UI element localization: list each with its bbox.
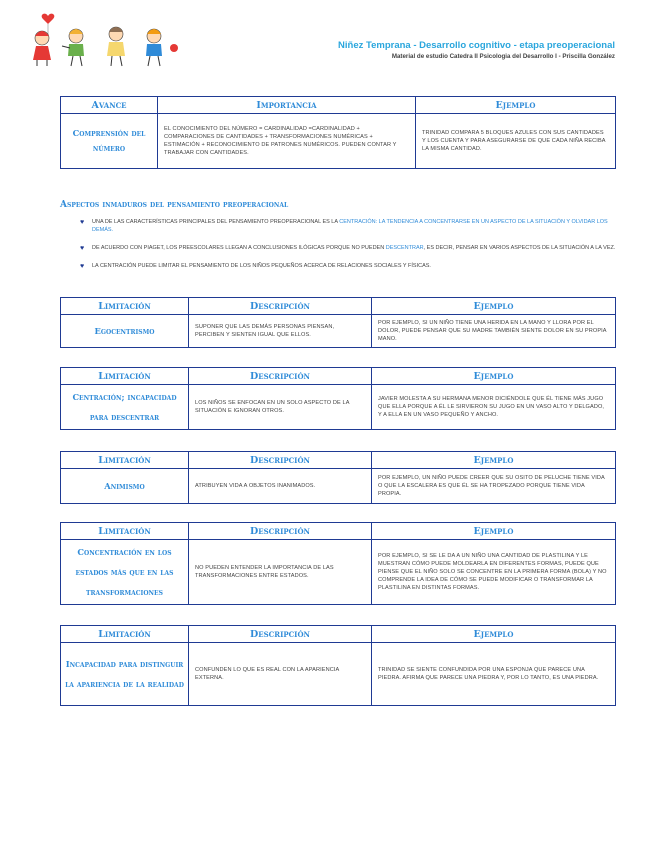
col-header-ejemplo: Ejemplo <box>416 97 616 114</box>
header-title: Niñez Temprana - Desarrollo cognitivo - etapa preoperacional <box>338 40 615 51</box>
limitation-name: Animismo <box>61 469 189 504</box>
list-item: ♥ UNA DE LAS CARACTERÍSTICAS PRINCIPALES DEL PENSAMIENTO PREOPERACIONAL ES LA CENTRACIÓN: LA TENDENCIA A CONCENTRARSE EN UN ASPECTO DE LA SITUACIÓN Y OLVIDAR LOS DEMÁS. <box>80 219 608 233</box>
importancia-cell: EL CONOCIMIENTO DEL NÚMERO = CARDINALIDAD =CARDINALIDAD + COMPARACIONES DE CANTIDADES + TRANSFORMACIONES NUMÉRICAS + ESTIMACIÓN + RECONOCIMIENTO DE PATRONES NUMÉRICOS. PUEDEN CONTAR Y TRABAJAR CON CANTIDADES. <box>158 114 416 169</box>
limitation-description: NO PUEDEN ENTENDER LA IMPORTANCIA DE LAS TRANSFORMACIONES ENTRE ESTADOS. <box>189 540 372 605</box>
heart-bullet-icon: ♥ <box>80 244 85 252</box>
limitation-name: Centración; incapacidad para descentrar <box>61 385 189 430</box>
col-header-ejemplo: Ejemplo <box>372 298 616 315</box>
limitation-name: Concentración en los estados más que en las transformaciones <box>61 540 189 605</box>
col-header-descripcion: Descripción <box>189 452 372 469</box>
limitation-example: POR EJEMPLO, SI UN NIÑO TIENE UNA HERIDA EN LA MANO Y LLORA POR EL DOLOR, PUEDE PENSAR QUE SU MADRE TAMBIÉN SIENTE DOLOR EN SU PROPIA MANO. <box>372 315 616 348</box>
table-row <box>61 643 616 706</box>
child-green-icon <box>62 29 84 66</box>
limitation-table-animismo <box>60 451 616 504</box>
limitation-example: TRINIDAD SE SIENTE CONFUNDIDA POR UNA ESPONJA QUE PARECE UNA PIEDRA. AFIRMA QUE PARECE UNA PIEDRA Y, POR LO TANTO, ES UNA PIEDRA. <box>372 643 616 706</box>
col-header-limitacion: Limitación <box>61 523 189 540</box>
list-item: ♥ LA CENTRACIÓN PUEDE LIMITAR EL PENSAMIENTO DE LOS NIÑOS PEQUEÑOS ACERCA DE RELACIONES SOCIALES Y FÍSICAS. <box>80 263 620 271</box>
limitation-table-concentracion <box>60 522 616 605</box>
child-red-icon <box>33 31 51 66</box>
col-header-limitacion: Limitación <box>61 368 189 385</box>
limitation-description: SUPONER QUE LAS DEMÁS PERSONAS PIENSAN, PERCIBEN Y SIENTEN IGUAL QUE ELLOS. <box>189 315 372 348</box>
list-item: ♥ DE ACUERDO CON PIAGET, LOS PREESCOLARES LLEGAN A CONCLUSIONES ILÓGICAS PORQUE NO PUEDEN DESCENTRAR, ES DECIR, PENSAR EN VARIOS ASPECTOS DE LA SITUACIÓN A LA VEZ. <box>80 245 620 253</box>
page-header <box>338 40 615 60</box>
limitation-table-apariencia <box>60 625 616 706</box>
child-yellow-icon <box>107 27 125 66</box>
col-header-descripcion: Descripción <box>189 298 372 315</box>
col-header-ejemplo: Ejemplo <box>372 523 616 540</box>
limitation-example: JAVIER MOLESTA A SU HERMANA MENOR DICIÉNDOLE QUE ÉL TIENE MÁS JUGO QUE ELLA PORQUE A ÉL LE SIRVIERON SU JUGO EN UN VASO ALTO Y DELGADO, Y A ELLA EN UN VASO PEQUEÑO Y ANCHO. <box>372 385 616 430</box>
avance-cell: Comprensión del número <box>61 114 158 169</box>
ejemplo-cell: TRINIDAD COMPARA 5 BLOQUES AZULES CON SUS CANTIDADES Y LOS CUENTA Y PARA ASEGURARSE DE QUE CADA NIÑA RECIBA LA MISMA CANTIDAD. <box>416 114 616 169</box>
limitation-description: LOS NIÑOS SE ENFOCAN EN UN SOLO ASPECTO DE LA SITUACIÓN E IGNORAN OTROS. <box>189 385 372 430</box>
col-header-ejemplo: Ejemplo <box>372 368 616 385</box>
header-subtitle: Material de estudio Catedra II Psicologia del Desarrollo I - Priscilla González <box>391 53 615 60</box>
limitation-table-centracion <box>60 367 616 430</box>
limitation-table-egocentrismo <box>60 297 616 348</box>
limitation-description: CONFUNDEN LO QUE ES REAL CON LA APARIENCIA EXTERNA. <box>189 643 372 706</box>
child-blue-icon <box>146 29 178 66</box>
limitation-description: ATRIBUYEN VIDA A OBJETOS INANIMADOS. <box>189 469 372 504</box>
advances-table <box>60 96 616 169</box>
col-header-ejemplo: Ejemplo <box>372 452 616 469</box>
col-header-descripcion: Descripción <box>189 626 372 643</box>
col-header-descripcion: Descripción <box>189 523 372 540</box>
heart-bullet-icon: ♥ <box>80 262 85 270</box>
col-header-avance: Avance <box>61 97 158 114</box>
table-row <box>61 315 616 348</box>
limitation-example: POR EJEMPLO, UN NIÑO PUEDE CREER QUE SU OSITO DE PELUCHE TIENE VIDA O QUE LA ESCALERA ES QUE ÉL SE HA TROPEZADO PORQUE TIENE VIDA PROPIA. <box>372 469 616 504</box>
col-header-importancia: Importancia <box>158 97 416 114</box>
bullet-list <box>80 219 620 281</box>
col-header-limitacion: Limitación <box>61 452 189 469</box>
table-row <box>61 469 616 504</box>
table-row <box>61 540 616 605</box>
limitation-example: POR EJEMPLO, SI SE LE DA A UN NIÑO UNA CANTIDAD DE PLASTILINA Y LE MUESTRAN CÓMO PUEDE MOLDEARLA EN DIFERENTES FORMAS, PUEDE QUE PIENSE QUE EL NIÑO SOLO SE CONCENTRE EN LA PRIMERA FORMA (BOLA) Y NO COMPRENDE LA IDEA DE CÓMO SE PUEDE MODIFICAR O TRANSFORMAR LA PLASTILINA EN DISTINTAS FORMAS. <box>372 540 616 605</box>
table-row <box>61 114 616 169</box>
table-row <box>61 385 616 430</box>
col-header-descripcion: Descripción <box>189 368 372 385</box>
col-header-ejemplo: Ejemplo <box>372 626 616 643</box>
limitation-name: Egocentrismo <box>61 315 189 348</box>
col-header-limitacion: Limitación <box>61 298 189 315</box>
section-title: Aspectos inmaduros del pensamiento preoperacional <box>60 200 289 210</box>
kids-drawing-logo <box>26 6 186 70</box>
heart-bullet-icon: ♥ <box>80 219 85 226</box>
limitation-name: Incapacidad para distinguir la apariencia de la realidad <box>61 643 189 706</box>
col-header-limitacion: Limitación <box>61 626 189 643</box>
